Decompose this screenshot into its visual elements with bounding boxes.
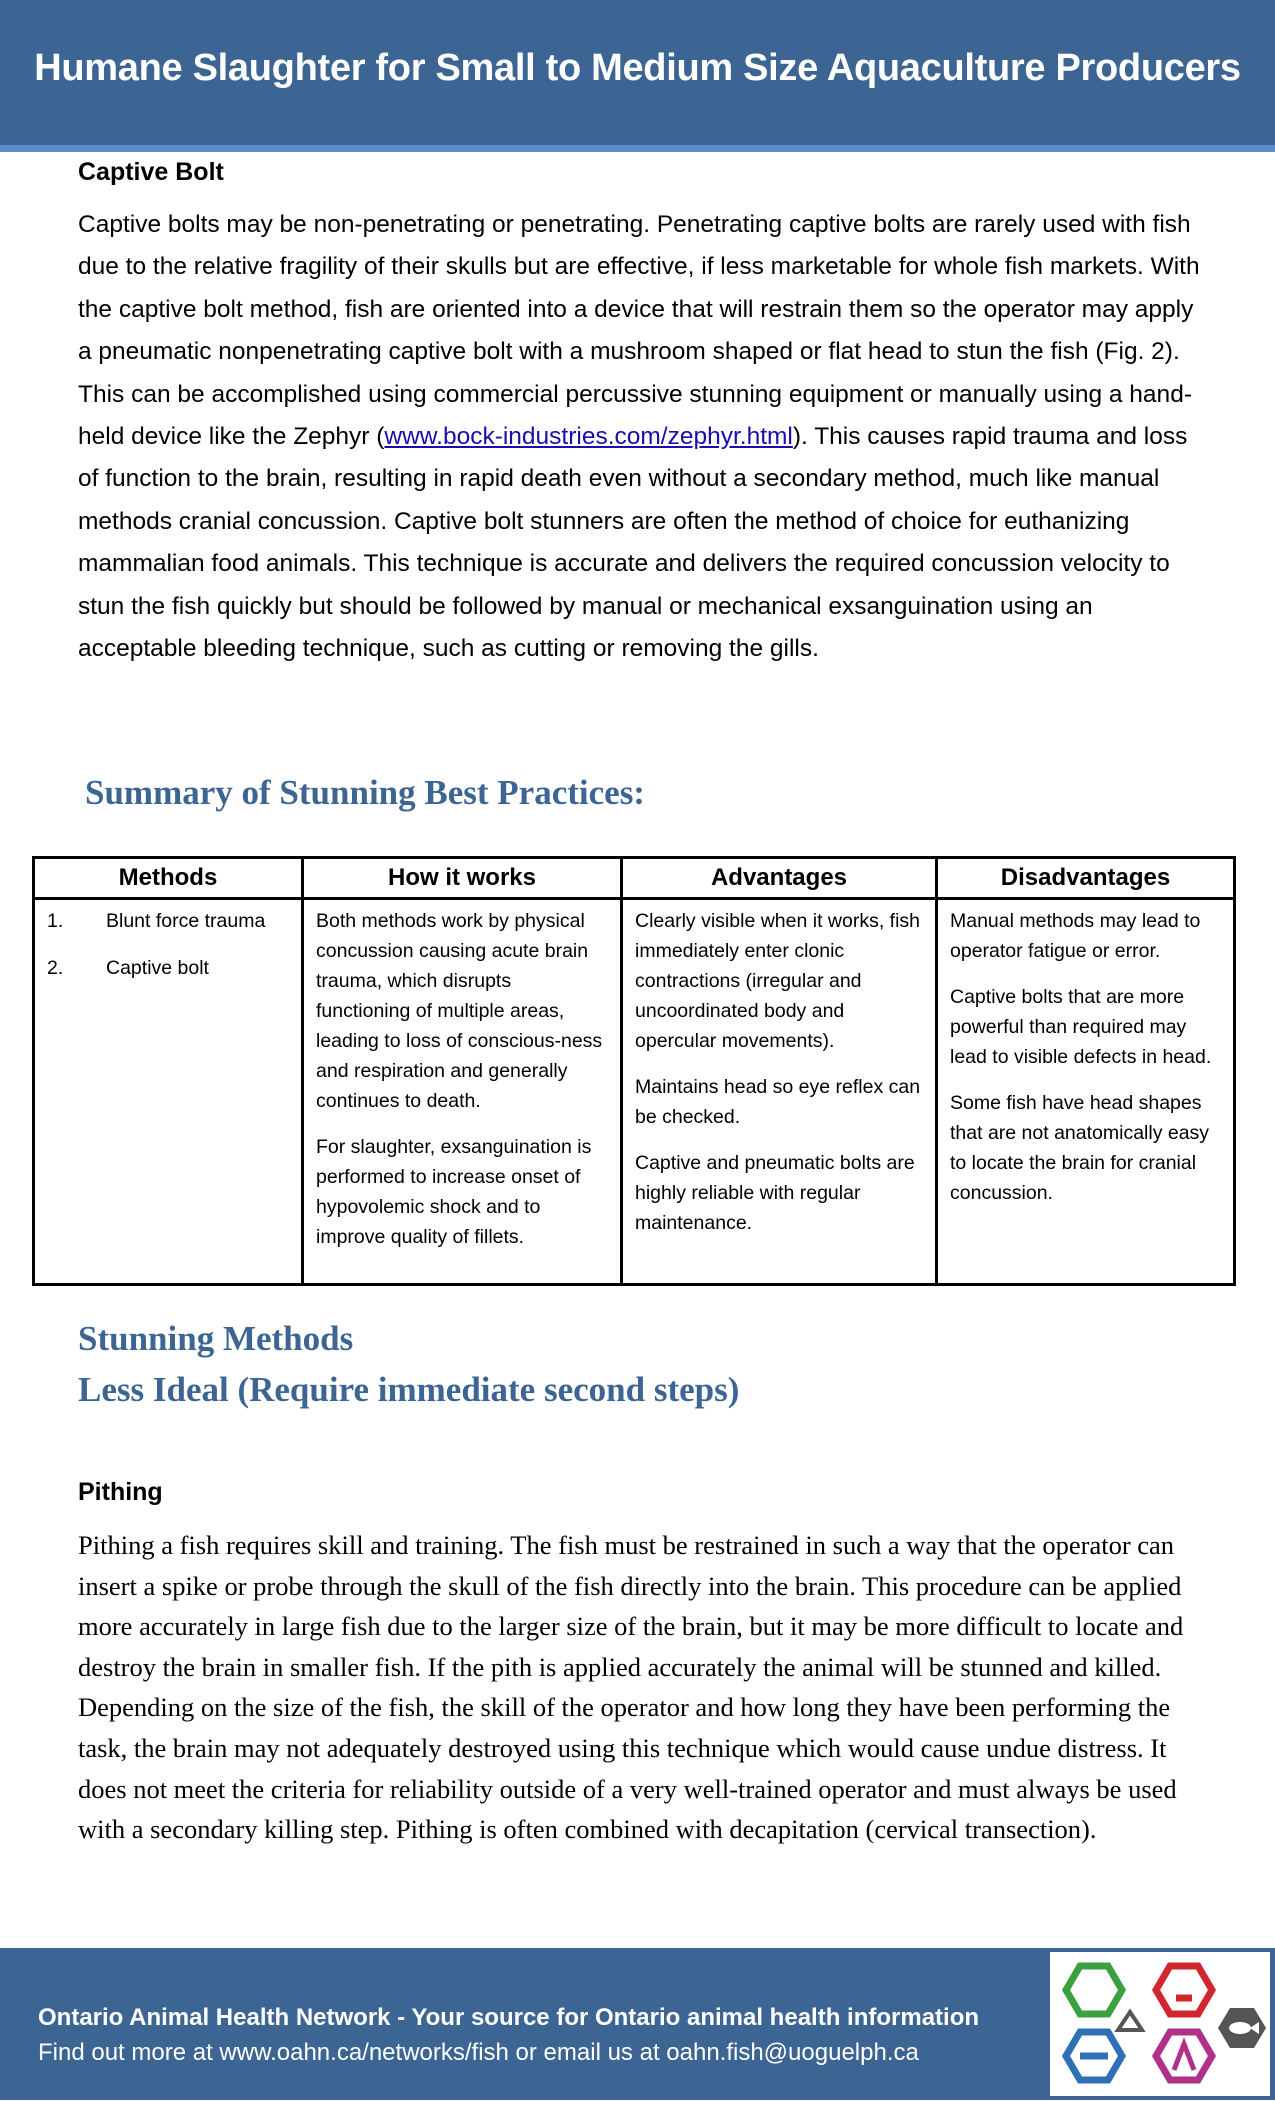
pithing-paragraph: Pithing a fish requires skill and training. The fish must be restrained in such a way that the operator can insert a spike or probe through the skull of the fish directly into the brain. This procedure can be applied more accurately in large fish due to the larger size of the brain, but it may be more difficult to locate and destroy the brain in smaller fish. If the pith is applied accurately the animal will be stunned and killed. Depending on the size of the fish, the skill of the operator and how long they have been performing the task, the brain may not adequately destroyed using this technique which would cause undue distress. It does not meet the criteria for reliability outside of a very well-trained operator and must always be used with a secondary killing step. Pithing is often combined with decapitation (cervical transection). (78, 1530, 1184, 1845)
footer-tagline: Ontario Animal Health Network - Your source for Ontario animal health information (38, 2004, 980, 2031)
list-item (47, 953, 289, 983)
page-title: Humane Slaughter for Small to Medium Size Aquaculture Producers (34, 47, 1241, 89)
disadvantage-text: Manual methods may lead to operator fatigue or error. (950, 910, 1201, 962)
fish-icon (1218, 2008, 1266, 2048)
oahn-hexagon-logo-icon (1050, 1952, 1270, 2096)
captive-bolt-heading: Captive Bolt (78, 158, 224, 186)
page-header (0, 0, 1275, 152)
disadvantage-text: Some fish have head shapes that are not anatomically easy to locate the brain for cranial concussion. (950, 1092, 1210, 1204)
summary-heading: Summary of Stunning Best Practices: (85, 773, 645, 812)
captive-bolt-paragraph (78, 204, 1200, 670)
summary-section (85, 767, 1207, 818)
table-row (34, 899, 1235, 1285)
advantage-text: Maintains head so eye reflex can be checked. (635, 1076, 921, 1128)
stunning-methods-heading: Stunning Methods (78, 1319, 354, 1358)
pithing-heading: Pithing (78, 1478, 163, 1506)
list-number: 2. (47, 957, 64, 979)
column-header-how-it-works: How it works (303, 858, 622, 899)
advantage-text: Captive and pneumatic bolts are highly reliable with regular maintenance. (635, 1152, 915, 1234)
zephyr-link[interactable]: www.bock-industries.com/zephyr.html (384, 423, 793, 451)
methods-list (47, 906, 289, 983)
page-footer (0, 1948, 1275, 2100)
less-ideal-heading: Less Ideal (Require immediate second steps) (78, 1370, 740, 1409)
stunning-methods-section (78, 1313, 1200, 1415)
column-header-disadvantages: Disadvantages (937, 858, 1235, 899)
methods-cell (34, 899, 303, 1285)
how-it-works-text: For slaughter, exsanguination is performed to increase onset of hypovolemic shock and to improve quality of fillets. (316, 1136, 592, 1248)
captive-bolt-section (78, 158, 1200, 670)
advantages-cell (622, 899, 937, 1285)
disadvantage-text: Captive bolts that are more powerful than required may lead to visible defects in head. (950, 986, 1212, 1068)
advantage-text: Clearly visible when it works, fish immediately enter clonic contractions (irregular and uncoordinated body and opercular movements). (635, 910, 921, 1052)
column-header-advantages: Advantages (622, 858, 937, 899)
column-header-methods: Methods (34, 858, 303, 899)
table-header-row (34, 858, 1235, 899)
captive-bolt-text-2: ). This causes rapid trauma and loss of function to the brain, resulting in rapid death even without a secondary method, much like manual methods cranial concussion. Captive bolt stunners are often the method of choice for euthanizing mammalian food animals. This technique is accurate and delivers the required concussion velocity to stun the fish quickly but should be followed by manual or mechanical exsanguination using an acceptable bleeding technique, such as cutting or removing the gills. (78, 423, 1188, 663)
how-it-works-text: Both methods work by physical concussion causing acute brain trauma, which disrupts functioning of multiple areas, leading to loss of conscious-ness and respiration and generally continues to death. (316, 910, 603, 1112)
summary-table (32, 856, 1236, 1286)
method-label: Captive bolt (106, 957, 209, 979)
pithing-section (78, 1478, 1200, 1850)
how-it-works-cell (303, 899, 622, 1285)
captive-bolt-text-1: Captive bolts may be non-penetrating or penetrating. Penetrating captive bolts are rarely used with fish due to the relative fragility of their skulls but are effective, if less marketable for whole fish markets. With the captive bolt method, fish are oriented into a device that will restrain them so the operator may apply a pneumatic nonpenetrating captive bolt with a mushroom shaped or flat head to stun the fish (Fig. 2). This can be accomplished using commercial percussive stunning equipment or manually using a hand-held device like the Zephyr ( (78, 211, 1200, 451)
list-item (47, 906, 289, 936)
disadvantages-cell (937, 899, 1235, 1285)
method-label: Blunt force trauma (106, 910, 266, 932)
footer-contact: Find out more at www.oahn.ca/networks/fish or email us at oahn.fish@uoguelph.ca (38, 2039, 919, 2066)
list-number: 1. (47, 910, 64, 932)
